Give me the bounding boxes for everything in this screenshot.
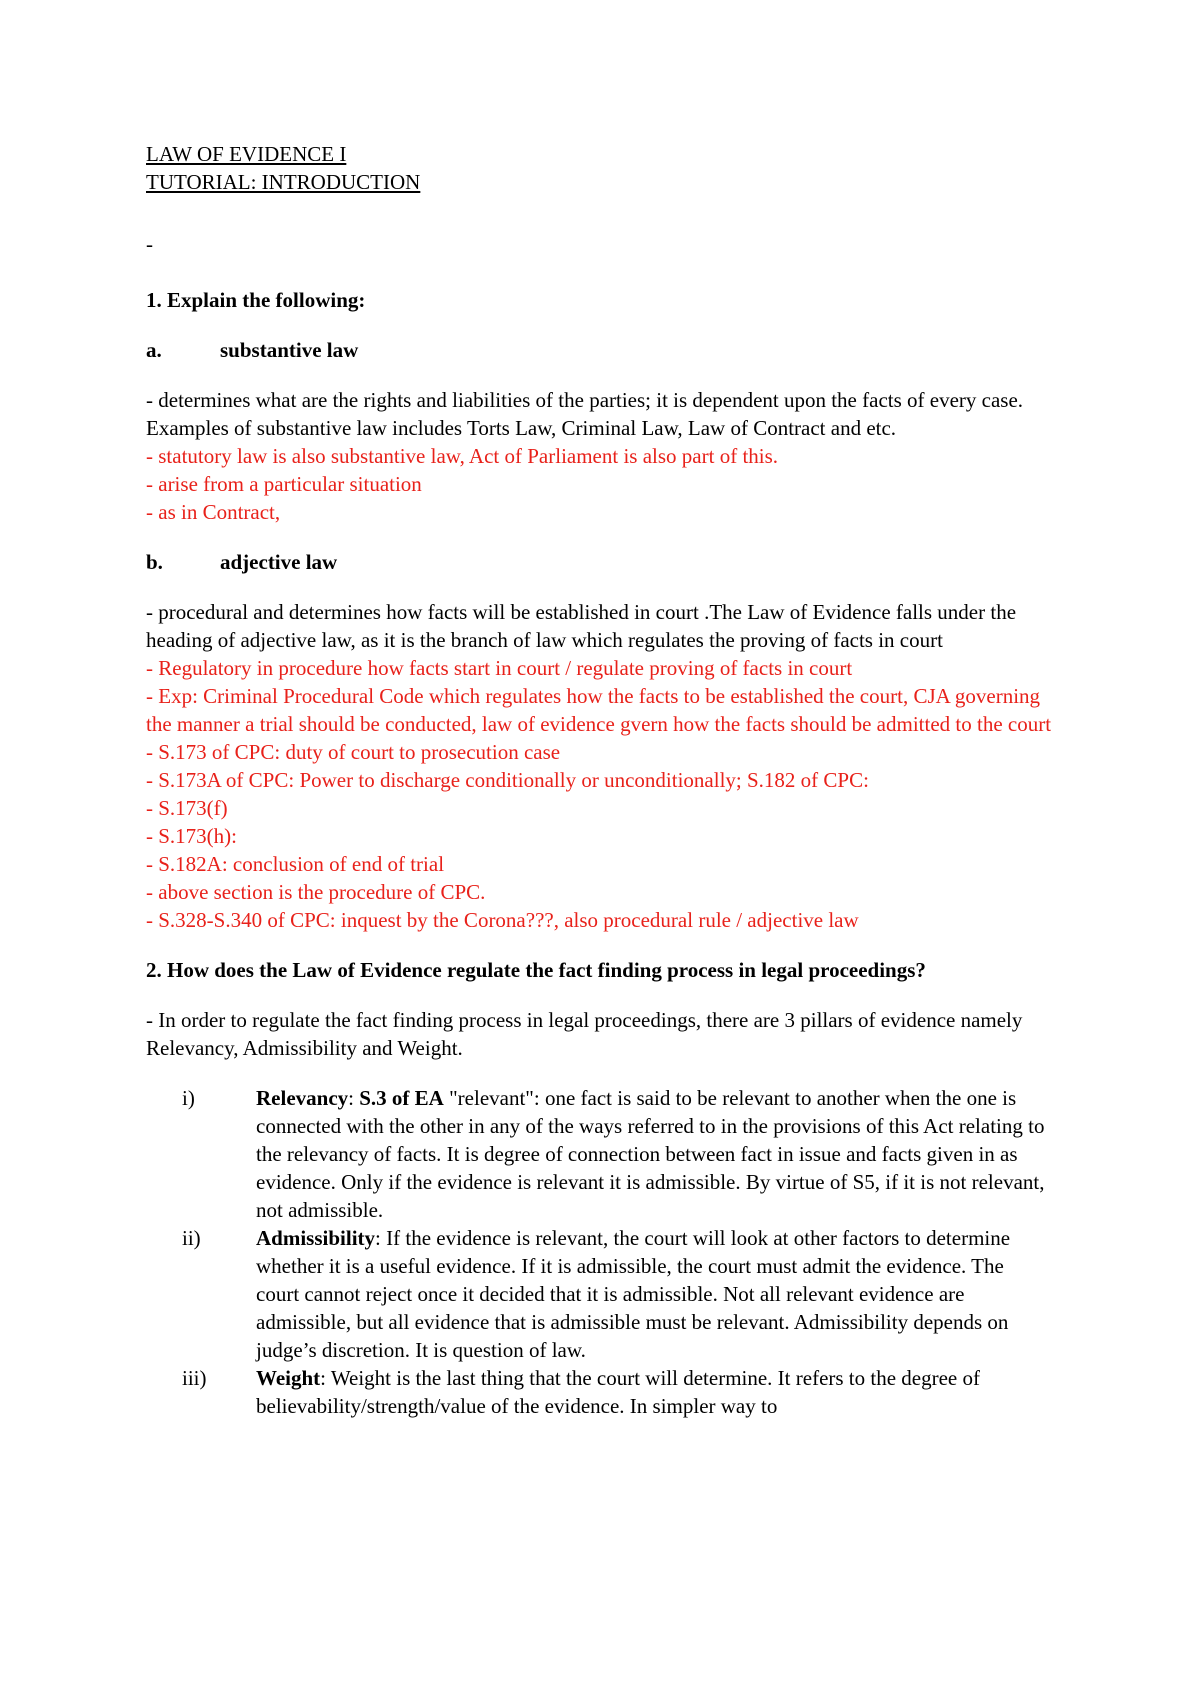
q1-b-heading bbox=[146, 548, 1066, 576]
q1-b-note: - S.173A of CPC: Power to discharge conditionally or unconditionally; S.182 of CPC: bbox=[146, 768, 869, 792]
q1-a-note: - statutory law is also substantive law, Act of Parliament is also part of this. bbox=[146, 444, 779, 468]
pillar-text: Weight is the last thing that the court will determine. It refers to the degree of believability/strength/value of the evidence. In simpler way to bbox=[256, 1366, 980, 1418]
pillar-item bbox=[182, 1224, 1066, 1364]
q1-a-text: - determines what are the rights and liabilities of the parties; it is dependent upon the facts of every case. Examples of substantive law includes Torts Law, Criminal Law, Law of Contract and etc. bbox=[146, 388, 1024, 440]
pillar-item bbox=[182, 1364, 1066, 1420]
q1-a-label: substantive law bbox=[220, 338, 359, 362]
q1-b-note: - S.328-S.340 of CPC: inquest by the Corona???, also procedural rule / adjective law bbox=[146, 908, 859, 932]
question-1-heading: 1. Explain the following: bbox=[146, 288, 366, 312]
q1-a-note: - as in Contract, bbox=[146, 500, 281, 524]
document-subtitle: TUTORIAL: INTRODUCTION bbox=[146, 170, 421, 194]
pillar-number: iii) bbox=[182, 1366, 207, 1390]
q1-b-note: - Regulatory in procedure how facts start in court / regulate proving of facts in court bbox=[146, 656, 853, 680]
q1-b-label: adjective law bbox=[220, 550, 338, 574]
pillar-separator: : bbox=[375, 1226, 387, 1250]
pillar-body bbox=[256, 1364, 1046, 1420]
pillar-separator: : bbox=[320, 1366, 331, 1390]
q1-b-note: - S.173(f) bbox=[146, 796, 228, 820]
pillar-item bbox=[182, 1084, 1066, 1224]
q1-a-note: - arise from a particular situation bbox=[146, 472, 422, 496]
q1-b-note: - S.182A: conclusion of end of trial bbox=[146, 852, 445, 876]
pillar-reference: S.3 of EA bbox=[359, 1086, 444, 1110]
q1-a-letter: a. bbox=[146, 338, 162, 362]
pillar-number: i) bbox=[182, 1086, 195, 1110]
pillar-text: "relevant": one fact is said to be relevant to another when the one is connected with the other in any of the ways referred to in the provisions of this Act relating to the relevancy of facts. It is degree of connection between fact in issue and facts given in as evidence. Only if the evidence is relevant it is admissible. By virtue of S5, if it is not relevant, not admissible. bbox=[256, 1086, 1045, 1222]
q1-b-text: - procedural and determines how facts will be established in court .The Law of Evidence falls under the heading of adjective law, as it is the branch of law which regulates the proving of facts in court bbox=[146, 600, 1017, 652]
question-2-heading: 2. How does the Law of Evidence regulate the fact finding process in legal proceedings? bbox=[146, 958, 926, 982]
q1-a-heading bbox=[146, 336, 1066, 364]
document-body bbox=[146, 140, 1066, 1420]
pillar-term: Relevancy bbox=[256, 1086, 349, 1110]
pillar-body bbox=[256, 1084, 1046, 1224]
document-title: LAW OF EVIDENCE I bbox=[146, 142, 347, 166]
pillar-separator: : bbox=[348, 1086, 360, 1110]
q1-b-note: - S.173 of CPC: duty of court to prosecution case bbox=[146, 740, 561, 764]
q1-b-note: - above section is the procedure of CPC. bbox=[146, 880, 486, 904]
q1-b-note: - Exp: Criminal Procedural Code which regulates how the facts to be established the court, CJA governing the manner a trial should be conducted, law of evidence gvern how the facts should be admitted to the court bbox=[146, 684, 1052, 736]
pillar-term: Admissibility bbox=[256, 1226, 376, 1250]
pillar-text: If the evidence is relevant, the court will look at other factors to determine whether it is a useful evidence. If it is admissible, the court must admit the evidence. The court cannot reject once it decided that it is admissible. Not all relevant evidence are admissible, but all evidence that is admissible must be relevant. Admissibility depends on judge’s discretion. It is question of law. bbox=[256, 1226, 1011, 1362]
q1-b-note: - S.173(h): bbox=[146, 824, 237, 848]
q1-b-letter: b. bbox=[146, 550, 163, 574]
q2-intro: - In order to regulate the fact finding process in legal proceedings, there are 3 pillars of evidence namely Relevancy, Admissibility and Weight. bbox=[146, 1008, 1023, 1060]
pillar-term: Weight bbox=[256, 1366, 321, 1390]
pillar-body bbox=[256, 1224, 1046, 1364]
pillar-number: ii) bbox=[182, 1226, 201, 1250]
dash-line: - bbox=[146, 232, 153, 256]
